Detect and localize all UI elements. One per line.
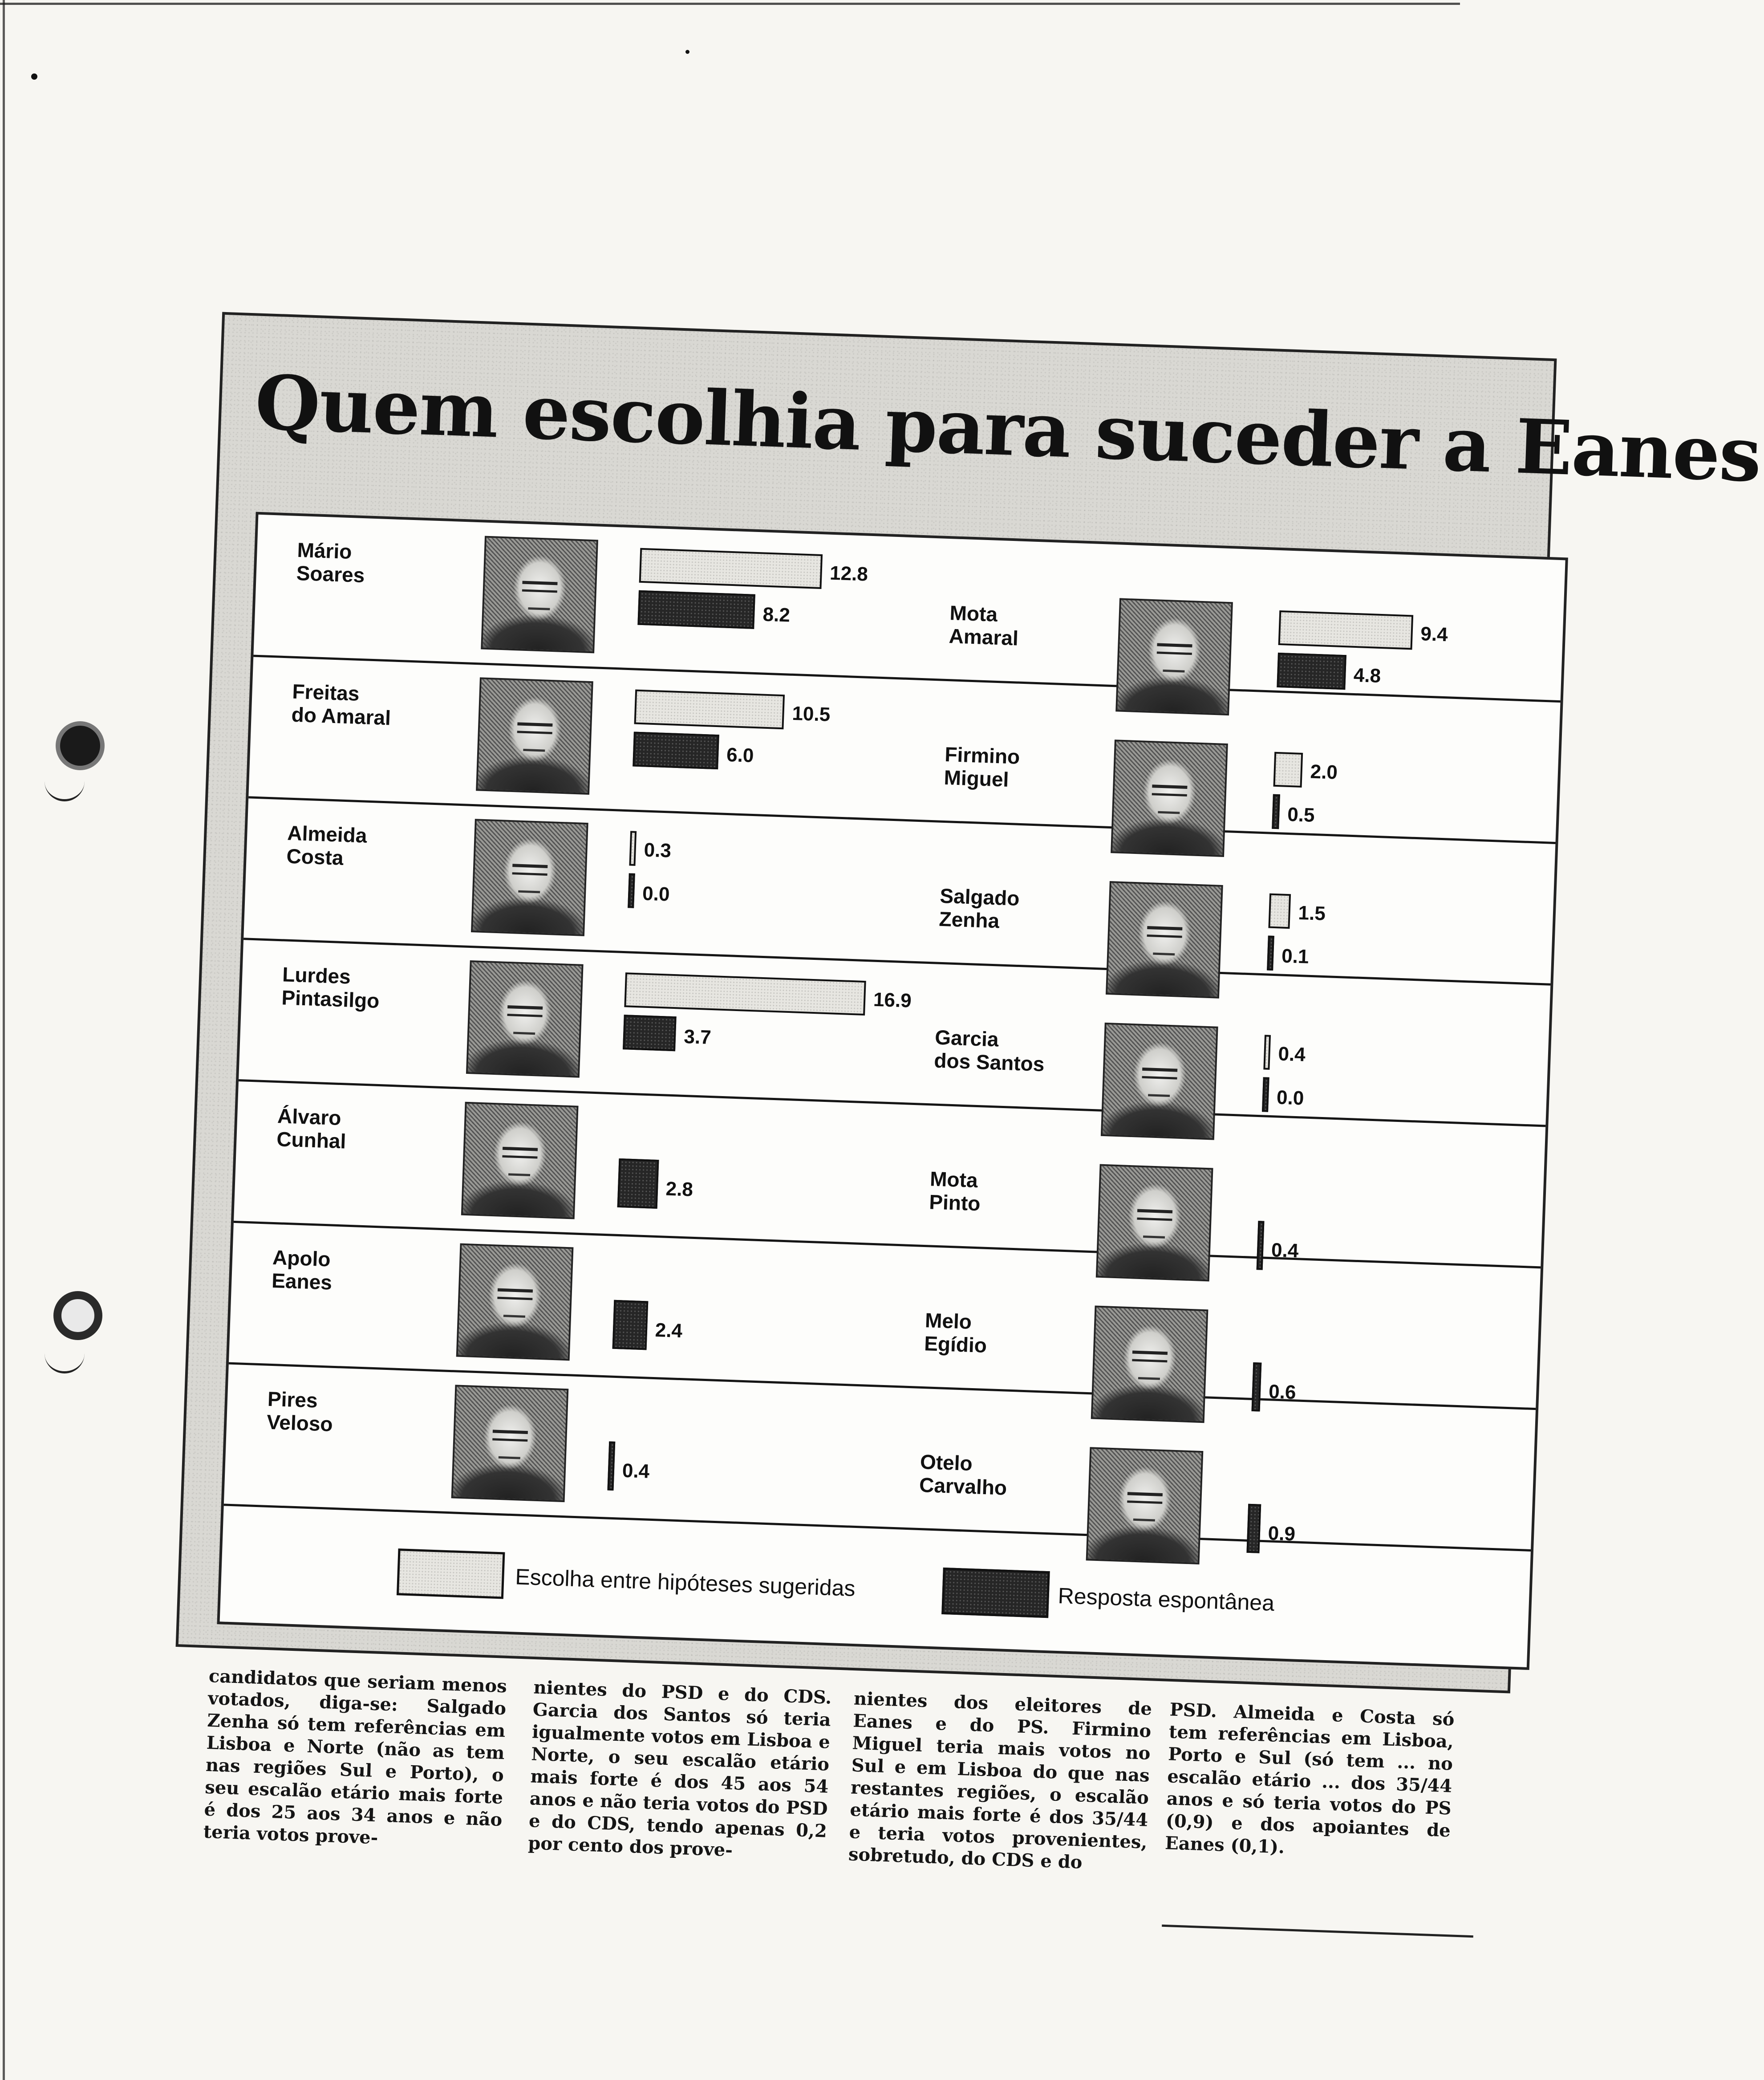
value-label-spontaneous: 0.4 [622,1459,650,1483]
photo-eyes [1147,926,1183,938]
photo-eyes [492,1430,528,1442]
photo-mouth [503,1315,526,1318]
legend-label-suggested: Escolha entre hipóteses sugeridas [515,1564,856,1601]
candidate-photo [451,1385,569,1502]
candidate-photo [1101,1023,1218,1140]
candidate-photo [466,960,584,1078]
candidate-name: Melo Egídio [924,1308,987,1357]
chart-clipping [165,303,1762,1738]
value-label-suggested: 1.5 [1298,902,1326,925]
photo-mouth [518,890,540,894]
photo-mouth [1148,1094,1170,1097]
bar-suggested [629,831,637,865]
candidate-photo [471,819,588,936]
bar-suggested [1273,752,1303,788]
row-divider [243,938,1550,986]
candidate-name: Pires Veloso [266,1387,333,1436]
photo-eyes [517,722,553,734]
legend-label-spontaneous: Resposta espontânea [1057,1583,1275,1616]
bar-spontaneous [1267,936,1274,971]
candidate-name: Apolo Eanes [271,1245,333,1294]
photo-mouth [1163,670,1185,673]
photo-mouth [1158,811,1180,814]
bar-spontaneous [617,1158,659,1209]
bar-spontaneous [1257,1221,1265,1270]
photo-mouth [513,1032,535,1035]
article-column-1: candidatos que seriam menos votados, diga-se: Salgado Zenha só tem referências em Lisboa e Norte (não as tem nas regiões Sul e Porto), o seu escalão etário mais forte é dos 25 aos 34 anos e não teria votos prove- [203,1665,507,1848]
bar-suggested [639,548,823,589]
candidate-photo [456,1243,574,1361]
photo-eyes [1127,1492,1163,1504]
bar-spontaneous [633,732,719,770]
photo-mouth [499,1456,521,1459]
photo-mouth [1143,1235,1165,1239]
value-label-suggested: 0.4 [1277,1043,1306,1066]
photo-eyes [1132,1350,1168,1362]
photo-eyes [522,581,558,593]
punch-hole [56,721,105,770]
candidate-name: Otelo Carvalho [919,1450,1007,1499]
photo-eyes [512,864,548,876]
photo-eyes [1137,1209,1172,1221]
candidate-name: Garcia dos Santos [933,1025,1045,1076]
value-label-spontaneous: 2.8 [665,1178,693,1201]
row-divider [248,796,1555,844]
bar-suggested [634,690,785,730]
bar-spontaneous [1272,794,1280,829]
article-column-3: nientes dos eleitores de Eanes e do PS. Firmino Miguel teria mais votos no Sul e em Lisboa do que nas restantes regiões, o escalão etário mais forte é dos 35/44 e teria votos provenientes, sobretudo, do CDS e do [848,1688,1152,1873]
row-divider [239,1079,1545,1127]
candidate-photo [481,536,598,654]
photo-eyes [507,1005,543,1017]
photo-eyes [1152,784,1188,796]
photo-eyes [502,1147,538,1159]
photo-eyes [1157,643,1192,655]
candidate-photo [1111,739,1228,857]
punch-hole-arc [45,777,85,801]
bar-suggested [1268,894,1291,929]
candidate-name: Mário Soares [296,538,365,587]
photo-mouth [508,1173,531,1176]
candidate-name: Firmino Miguel [943,742,1021,791]
article-column-4: PSD. Almeida e Costa só tem referências em Lisboa, Porto e Sul (só tem ... no escalão etário ... dos 35/44 anos e só teria votos do PS (0,9) e dos apoiantes de Eanes (0,1). [1164,1699,1455,1858]
value-label-suggested: 9.4 [1420,623,1448,646]
bar-suggested [1278,610,1413,650]
value-label-spontaneous: 0.5 [1287,803,1315,827]
article-text [200,1665,1464,1958]
bar-spontaneous [623,1015,677,1051]
punch-hole [53,1291,102,1340]
candidate-photo [461,1102,579,1219]
bar-spontaneous [637,590,755,629]
candidate-name: Álvaro Cunhal [276,1104,347,1153]
article-column-2: nientes do PSD e do CDS. Garcia dos Santos só teria igualmente votos em Lisboa e Norte, o seu escalão etário mais forte é dos 45 aos 54 anos e não teria votos do PSD e do CDS, tendo apenas 0,2 por cento dos prove- [527,1677,832,1861]
candidate-photo [1106,881,1223,999]
value-label-spontaneous: 0.0 [1276,1086,1305,1109]
value-label-spontaneous: 0.6 [1268,1381,1297,1404]
bar-suggested [1263,1035,1271,1069]
photo-mouth [1138,1377,1160,1380]
candidate-name: Mota Pinto [929,1167,981,1215]
value-label-spontaneous: 4.8 [1353,664,1381,687]
value-label-spontaneous: 0.1 [1281,945,1310,968]
candidate-name: Salgado Zenha [938,884,1020,933]
bar-spontaneous [1252,1362,1262,1412]
ink-speck [31,73,37,80]
page-edge [0,3,1460,5]
candidate-photo [1091,1305,1208,1423]
chart-panel [217,512,1568,1670]
candidate-photo [1086,1447,1204,1564]
value-label-spontaneous: 3.7 [683,1025,712,1048]
photo-mouth [1153,953,1175,956]
bar-suggested [624,972,866,1016]
ink-speck [685,50,689,54]
photo-mouth [1133,1519,1156,1522]
clipping-frame [176,312,1762,1694]
value-label-suggested: 10.5 [791,702,831,726]
bar-spontaneous [1277,653,1346,690]
photo-mouth [528,607,550,610]
punch-hole-arc [45,1349,85,1373]
legend-swatch-suggested [397,1548,505,1599]
candidate-name: Lurdes Pintasilgo [281,963,380,1012]
bar-spontaneous [1262,1077,1269,1112]
value-label-spontaneous: 2.4 [655,1319,683,1342]
photo-eyes [1142,1068,1177,1080]
photo-eyes [497,1288,533,1300]
value-label-suggested: 0.3 [643,839,672,862]
bar-spontaneous [612,1300,649,1350]
value-label-spontaneous: 6.0 [726,743,754,767]
page-edge [3,0,5,2080]
candidate-photo [1096,1164,1213,1282]
row-divider [229,1362,1536,1410]
value-label-spontaneous: 0.9 [1267,1522,1296,1545]
value-label-spontaneous: 0.0 [642,882,670,906]
candidate-name: Mota Amaral [948,601,1019,650]
value-label-spontaneous: 0.4 [1271,1239,1299,1262]
chart-title: Quem escolhia para suceder a Eanes [253,358,1762,499]
value-label-suggested: 16.9 [873,988,912,1012]
value-label-suggested: 12.8 [829,562,868,585]
value-label-spontaneous: 8.2 [762,603,791,626]
row-divider [234,1221,1541,1269]
bar-spontaneous [1246,1504,1261,1553]
value-label-suggested: 2.0 [1310,760,1338,784]
legend-swatch-spontaneous [941,1568,1050,1618]
candidate-name: Freitas do Amaral [291,679,391,730]
photo-mouth [523,749,545,752]
candidate-name: Almeida Costa [286,821,368,869]
bar-spontaneous [628,873,635,908]
row-divider [224,1503,1531,1552]
candidate-photo [476,677,593,795]
candidate-photo [1115,598,1233,715]
bar-spontaneous [607,1442,615,1491]
